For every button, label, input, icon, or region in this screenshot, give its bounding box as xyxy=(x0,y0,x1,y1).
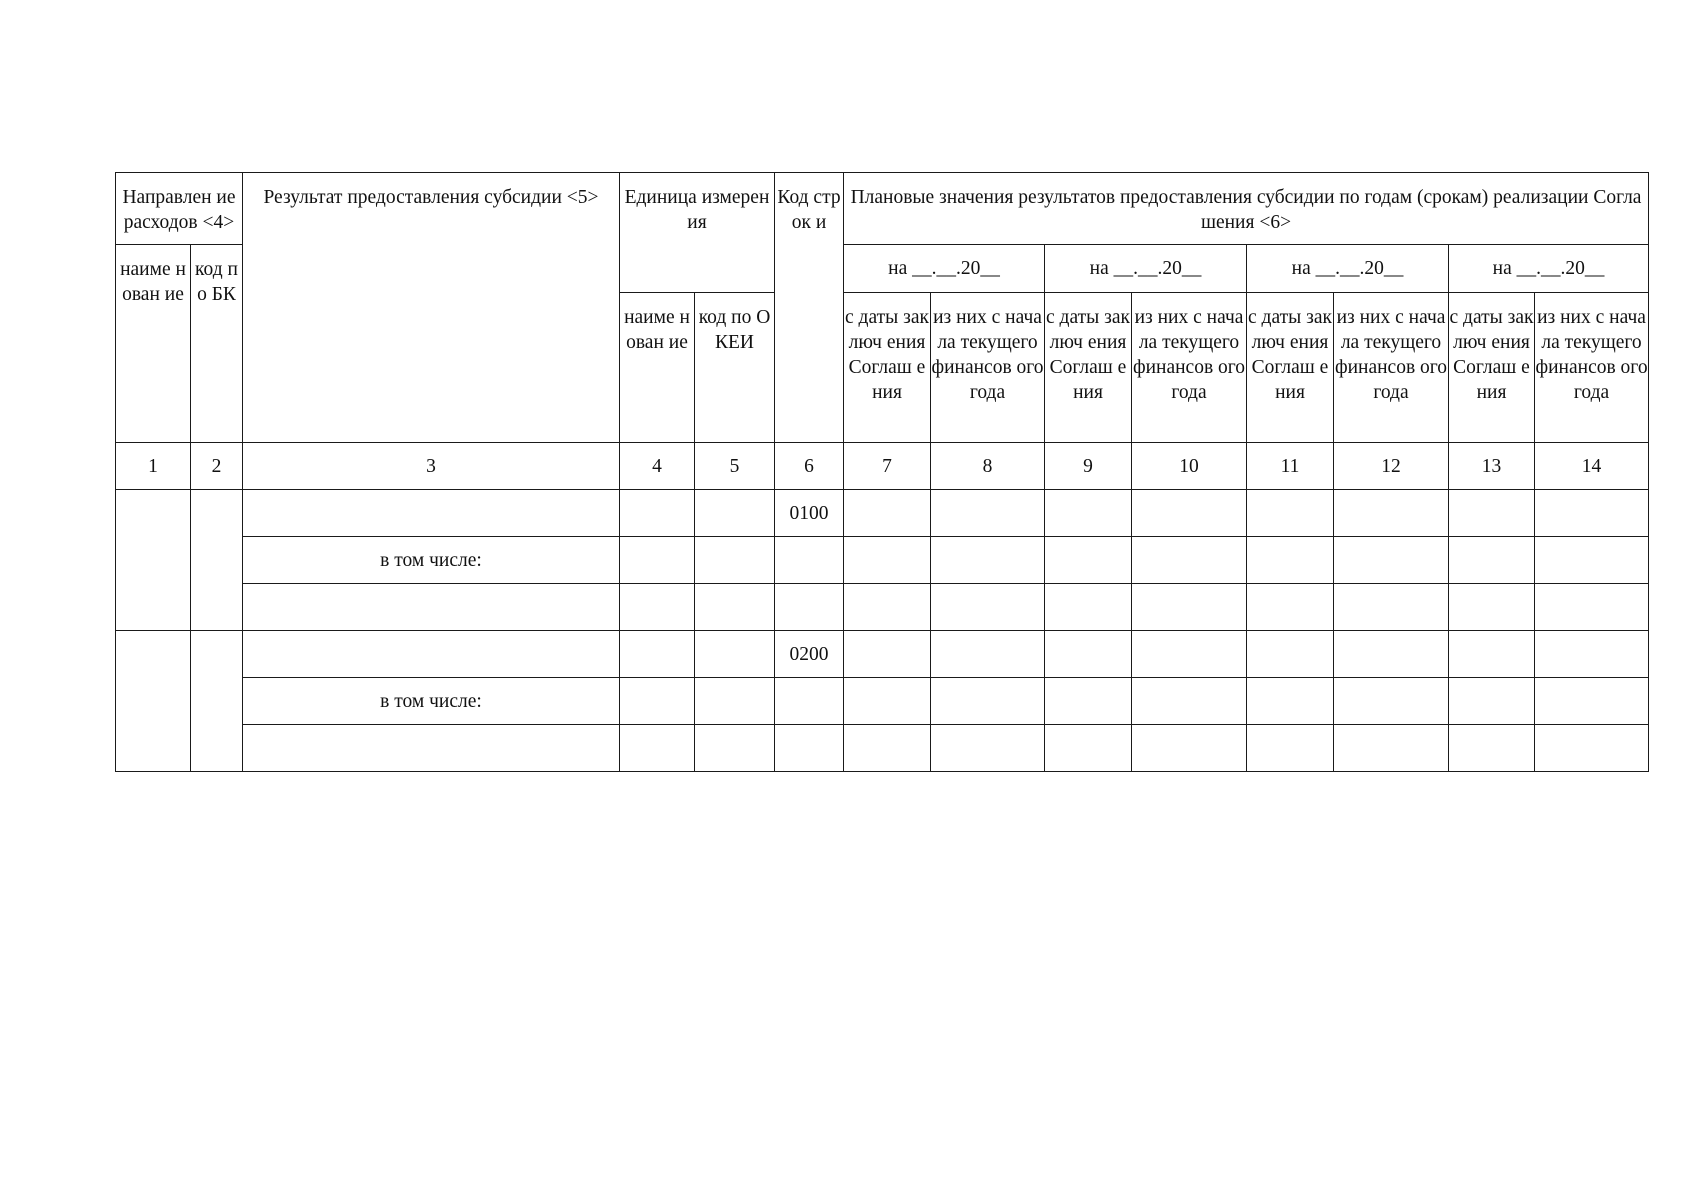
value-cell xyxy=(1045,490,1132,537)
value-cell xyxy=(1247,584,1334,631)
result-cell xyxy=(243,584,620,631)
value-cell xyxy=(1535,631,1649,678)
unit-okei-cell xyxy=(695,678,775,725)
line-code-cell: 0100 xyxy=(775,490,844,537)
results-table xyxy=(115,172,1649,772)
unit-okei-cell xyxy=(695,490,775,537)
direction-name-cell xyxy=(116,631,191,772)
value-cell xyxy=(931,490,1045,537)
header-direction-code: код по БК xyxy=(191,245,243,443)
value-cell xyxy=(1535,725,1649,772)
column-number: 8 xyxy=(931,443,1045,490)
unit-okei-cell xyxy=(695,725,775,772)
column-number: 14 xyxy=(1535,443,1649,490)
column-number: 6 xyxy=(775,443,844,490)
unit-okei-cell xyxy=(695,631,775,678)
value-cell xyxy=(1449,725,1535,772)
column-number: 10 xyxy=(1132,443,1247,490)
header-planned-values: Плановые значения результатов предоставления субсидии по годам (срокам) реализации Соглашения <6> xyxy=(844,173,1649,245)
unit-name-cell xyxy=(620,490,695,537)
value-cell xyxy=(1334,537,1449,584)
table-row xyxy=(116,631,1649,678)
value-cell xyxy=(1449,490,1535,537)
header-period: на __.__.20__ xyxy=(1045,245,1247,293)
table-row xyxy=(116,490,1649,537)
header-direction: Направлен ие расходов <4> xyxy=(116,173,243,245)
value-cell xyxy=(1247,490,1334,537)
header-since-agreement: с даты заключ ения Соглаш ения xyxy=(1247,293,1334,443)
unit-okei-cell xyxy=(695,537,775,584)
including-label: в том числе: xyxy=(243,678,620,725)
column-number: 4 xyxy=(620,443,695,490)
value-cell xyxy=(1334,725,1449,772)
value-cell xyxy=(1132,490,1247,537)
header-direction-name: наиме нован ие xyxy=(116,245,191,443)
result-cell xyxy=(243,631,620,678)
value-cell xyxy=(1449,631,1535,678)
unit-name-cell xyxy=(620,537,695,584)
header-period: на __.__.20__ xyxy=(1247,245,1449,293)
table-row xyxy=(116,725,1649,772)
value-cell xyxy=(844,725,931,772)
column-number: 5 xyxy=(695,443,775,490)
table-row xyxy=(116,584,1649,631)
line-code-cell xyxy=(775,584,844,631)
header-since-agreement: с даты заключ ения Соглаш ения xyxy=(1449,293,1535,443)
value-cell xyxy=(1132,631,1247,678)
value-cell xyxy=(1045,725,1132,772)
column-number: 9 xyxy=(1045,443,1132,490)
value-cell xyxy=(1132,678,1247,725)
header-period: на __.__.20__ xyxy=(844,245,1045,293)
header-since-year-start: из них с начала текущего финансов ого года xyxy=(931,293,1045,443)
value-cell xyxy=(1334,678,1449,725)
value-cell xyxy=(844,631,931,678)
header-unit: Единица измерения xyxy=(620,173,775,293)
result-cell xyxy=(243,490,620,537)
header-since-agreement: с даты заключ ения Соглаш ения xyxy=(844,293,931,443)
unit-name-cell xyxy=(620,631,695,678)
header-unit-name: наиме нован ие xyxy=(620,293,695,443)
header-since-year-start: из них с начала текущего финансов ого года xyxy=(1132,293,1247,443)
line-code-cell xyxy=(775,725,844,772)
value-cell xyxy=(1132,725,1247,772)
direction-name-cell xyxy=(116,490,191,631)
column-number: 3 xyxy=(243,443,620,490)
value-cell xyxy=(931,537,1045,584)
column-number: 12 xyxy=(1334,443,1449,490)
unit-okei-cell xyxy=(695,584,775,631)
direction-code-cell xyxy=(191,631,243,772)
header-since-year-start: из них с начала текущего финансов ого года xyxy=(1535,293,1649,443)
column-number: 2 xyxy=(191,443,243,490)
including-label: в том числе: xyxy=(243,537,620,584)
header-result: Результат предоставления субсидии <5> xyxy=(243,173,620,443)
value-cell xyxy=(1449,584,1535,631)
value-cell xyxy=(1247,631,1334,678)
unit-name-cell xyxy=(620,725,695,772)
value-cell xyxy=(1132,537,1247,584)
value-cell xyxy=(1045,537,1132,584)
value-cell xyxy=(1334,584,1449,631)
table-row xyxy=(116,678,1649,725)
value-cell xyxy=(1045,631,1132,678)
value-cell xyxy=(1045,678,1132,725)
value-cell xyxy=(1045,584,1132,631)
value-cell xyxy=(1535,490,1649,537)
line-code-cell: 0200 xyxy=(775,631,844,678)
header-since-agreement: с даты заключ ения Соглаш ения xyxy=(1045,293,1132,443)
value-cell xyxy=(1449,537,1535,584)
value-cell xyxy=(844,584,931,631)
column-number: 1 xyxy=(116,443,191,490)
value-cell xyxy=(844,490,931,537)
value-cell xyxy=(1132,584,1247,631)
unit-name-cell xyxy=(620,584,695,631)
column-numbers-row xyxy=(116,443,1649,490)
value-cell xyxy=(1334,490,1449,537)
value-cell xyxy=(1535,678,1649,725)
header-unit-okei: код по ОКЕИ xyxy=(695,293,775,443)
value-cell xyxy=(931,678,1045,725)
value-cell xyxy=(1247,678,1334,725)
header-period: на __.__.20__ xyxy=(1449,245,1649,293)
result-cell xyxy=(243,725,620,772)
line-code-cell xyxy=(775,678,844,725)
header-since-year-start: из них с начала текущего финансов ого года xyxy=(1334,293,1449,443)
value-cell xyxy=(931,584,1045,631)
value-cell xyxy=(931,631,1045,678)
value-cell xyxy=(1247,725,1334,772)
value-cell xyxy=(931,725,1045,772)
column-number: 11 xyxy=(1247,443,1334,490)
value-cell xyxy=(844,678,931,725)
value-cell xyxy=(1449,678,1535,725)
value-cell xyxy=(1535,584,1649,631)
direction-code-cell xyxy=(191,490,243,631)
header-line-code: Код строк и xyxy=(775,173,844,443)
line-code-cell xyxy=(775,537,844,584)
column-number: 13 xyxy=(1449,443,1535,490)
value-cell xyxy=(1247,537,1334,584)
table-row xyxy=(116,537,1649,584)
column-number: 7 xyxy=(844,443,931,490)
value-cell xyxy=(1535,537,1649,584)
value-cell xyxy=(1334,631,1449,678)
unit-name-cell xyxy=(620,678,695,725)
value-cell xyxy=(844,537,931,584)
